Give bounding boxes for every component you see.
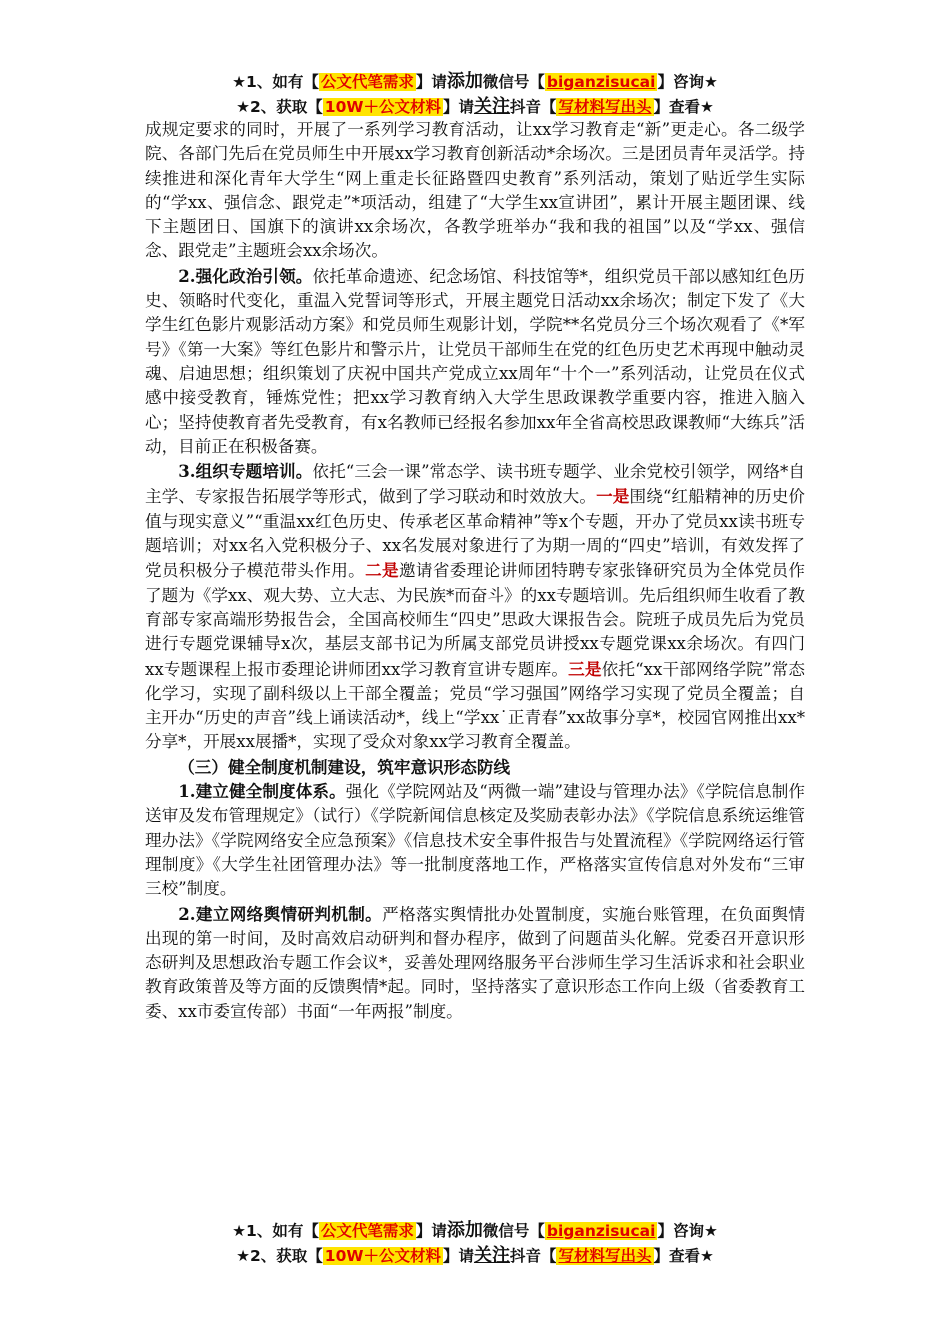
promo-text: 抖音【 bbox=[509, 98, 557, 116]
promo-text: 】咨询★ bbox=[657, 1222, 718, 1240]
promo-highlight: 公文代笔需求 bbox=[320, 1222, 414, 1240]
promo-text: 微信号【 bbox=[482, 73, 545, 91]
paragraph-5 bbox=[145, 902, 805, 1024]
promo-highlight: 公文代笔需求 bbox=[320, 73, 414, 91]
promo-text: 】查看★ bbox=[653, 1247, 714, 1265]
promo-text: 】请 bbox=[415, 73, 447, 91]
promo-text: 】查看★ bbox=[653, 98, 714, 116]
item-heading: 3.组织专题培训。 bbox=[178, 461, 313, 482]
paragraph-4 bbox=[145, 779, 805, 901]
document-body bbox=[145, 118, 805, 1024]
promo-highlight: 10W＋公文材料 bbox=[324, 98, 441, 116]
promo-footer bbox=[0, 1218, 950, 1268]
item-body: 邀请省委理论讲师团特聘专家张锋研究员为全体党员作了题为《学xx、观大势、立大志、为民族*而奋斗》的xx专题培训。先后组织师生收看了教育部专家高端形势报告会，全国高校师生“四史”思政大课报告会。院班子成员先后为党员进行专题党课辅导x次，基层支部书记为所属支部党员讲授xx专题党课xx余场次。有四门xx专题课程上报市委理论讲师团xx学习教育宣讲专题库。 bbox=[145, 561, 806, 679]
promo-text: ★2、获取【 bbox=[236, 98, 323, 116]
paragraph-1: 成规定要求的同时，开展了一系列学习教育活动，让xx学习教育走“新”更走心。各二级学院、各部门先后在党员师生中开展xx学习教育创新活动*余场次。三是团员青年灵活学。持续推进和深化青年大学生“网上重走长征路暨四史教育”系列活动，策划了贴近学生实际的“学xx、强信念、跟党走”*项活动，组建了“大学生xx宣讲团”，累计开展主题团课、线下主题团日、国旗下的演讲xx余场次，各教学班举办“我和我的祖国”以及“学xx、强信念、跟党走”主题班会xx余场次。 bbox=[145, 120, 805, 261]
promo-text: ★1、如有【 bbox=[232, 73, 319, 91]
promo-text: 】咨询★ bbox=[657, 73, 718, 91]
promo-header bbox=[0, 69, 950, 119]
promo-emphasis: 添加 bbox=[446, 1220, 483, 1241]
promo-wechat-id: biganzisucai bbox=[546, 1222, 656, 1240]
promo-text: ★2、获取【 bbox=[236, 1247, 323, 1265]
paragraph-3 bbox=[145, 459, 805, 755]
promo-text: ★1、如有【 bbox=[232, 1222, 319, 1240]
promo-text: 】请 bbox=[442, 98, 474, 116]
promo-text: 】请 bbox=[415, 1222, 447, 1240]
item-heading: 1.建立健全制度体系。 bbox=[178, 781, 346, 802]
item-body: 依托“xx干部网络学院”常态化学习，实现了副科级以上干部全覆盖；党员“学习强国”网络学习实现了党员全覆盖；自主开办“历史的声音”线上诵读活动*，线上“学xx˙正青春”xx故事分享*，校园官网推出xx*分享*，开展xx展播*，实现了受众对象xx学习教育全覆盖。 bbox=[145, 659, 806, 752]
promo-highlight: 10W＋公文材料 bbox=[324, 1247, 441, 1265]
item-heading: 2.强化政治引领。 bbox=[178, 265, 313, 286]
promo-douyin-id: 写材料写出头 bbox=[558, 1247, 652, 1265]
promo-wechat-id: biganzisucai bbox=[546, 73, 656, 91]
ordinal-marker: 三是 bbox=[568, 658, 602, 679]
promo-line-2 bbox=[0, 1243, 950, 1268]
ordinal-marker: 一是 bbox=[596, 486, 630, 507]
section-heading: （三）健全制度机制建设，筑牢意识形态防线 bbox=[178, 756, 511, 777]
promo-line-2 bbox=[0, 94, 950, 119]
item-body: 强化《学院网站及“两微一端”建设与管理办法》《学院信息制作送审及发布管理规定》（试行）《学院新闻信息核定及奖励表彰办法》《学院信息系统运维管理办法》《学院网络安全应急预案》《信息技术安全事件报告与处置流程》《学院网络运行管理制度》《大学生社团管理办法》等一批制度落地工作，严格落实宣传信息对外发布“三审三校”制度。 bbox=[145, 782, 805, 899]
item-body: 依托革命遗迹、纪念场馆、科技馆等*，组织党员干部以感知红色历史、领略时代变化，重温入党誓词等形式，开展主题党日活动xx余场次；制定下发了《大学生红色影片观影活动方案》和党员师生观影计划，学院**名党员分三个场次观看了《*军号》《第一大案》等红色影片和警示片，让党员干部师生在党的红色历史艺术再现中触动灵魂、启迪思想；组织策划了庆祝中国共产党成立xx周年“十个一”系列活动，让党员在仪式感中接受教育，锤炼党性；把xx学习教育纳入大学生思政课教学重要内容，推进入脑入心；坚持使教育者先受教育，有x名教师已经报名参加xx年全省高校思政课教师“大练兵”活动，目前正在积极备赛。 bbox=[145, 266, 806, 456]
paragraph-2 bbox=[145, 264, 805, 459]
promo-line-1 bbox=[0, 69, 950, 94]
ordinal-marker: 二是 bbox=[365, 560, 399, 581]
promo-line-1 bbox=[0, 1218, 950, 1243]
promo-douyin-id: 写材料写出头 bbox=[558, 98, 652, 116]
promo-emphasis: 关注 bbox=[473, 1245, 510, 1266]
item-heading: 2.建立网络舆情研判机制。 bbox=[178, 903, 383, 924]
promo-emphasis: 关注 bbox=[473, 96, 510, 117]
item-body: 围绕“红船精神的历史价值与现实意义”“重温xx红色历史、传承老区革命精神”等x个专题，开办了党员xx读书班专题培训；对xx名入党积极分子、xx名发展对象进行了为期一周的“四史”培训，有效发挥了党员积极分子模范带头作用。 bbox=[145, 487, 806, 581]
item-body: 严格落实舆情批办处置制度，实施台账管理，在负面舆情出现的第一时间，及时高效启动研判和督办程序，做到了问题苗头化解。党委召开意识形态研判及思想政治专题工作会议*，妥善处理网络服务平台涉师生学习生活诉求和社会职业教育政策普及等方面的反馈舆情*起。同时，坚持落实了意识形态工作向上级（省委教育工委、xx市委宣传部）书面“一年两报”制度。 bbox=[145, 904, 805, 1021]
promo-text: 抖音【 bbox=[509, 1247, 557, 1265]
item-body: 依托“三会一课”常态学、读书班专题学、业余党校引领学，网络*自主学、专家报告拓展学等形式，做到了学习联动和时效放大。 bbox=[145, 462, 805, 507]
promo-text: 微信号【 bbox=[482, 1222, 545, 1240]
promo-text: 】请 bbox=[442, 1247, 474, 1265]
promo-emphasis: 添加 bbox=[446, 71, 483, 92]
